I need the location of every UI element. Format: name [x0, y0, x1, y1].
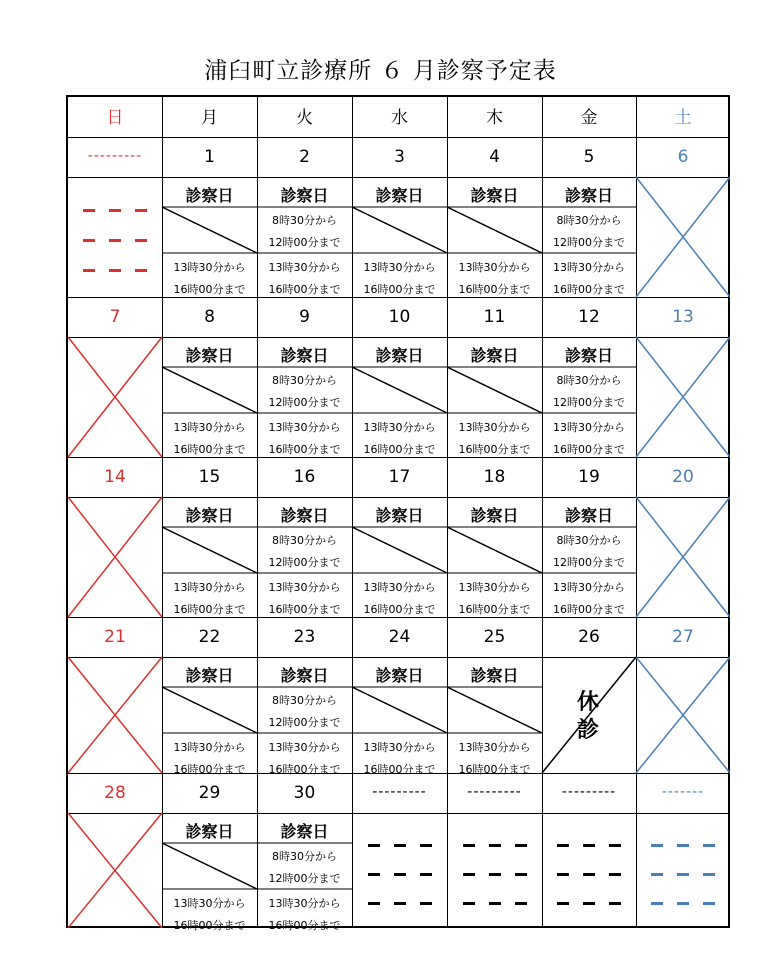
dash-mark	[420, 844, 432, 847]
dash-mark	[651, 873, 663, 876]
pm-from-text: 13時30分から	[363, 261, 436, 274]
date-number: 16	[293, 467, 316, 487]
dash-mark	[651, 844, 663, 847]
dash-mark	[135, 269, 147, 272]
dash-marks	[542, 873, 636, 876]
pm-to-text: 16時00分まで	[458, 283, 531, 296]
dash-marks	[352, 902, 447, 905]
pm-to-text: 16時00分まで	[268, 763, 341, 776]
dash-mark	[515, 902, 527, 905]
pm-to-text: 16時00分まで	[173, 443, 246, 456]
pm-from-text: 13時30分から	[363, 741, 436, 754]
date-number: -------	[661, 784, 705, 800]
dash-mark	[463, 844, 475, 847]
am-to-text: 12時00分まで	[553, 556, 625, 569]
weekday-header: 月	[201, 108, 218, 128]
pm-to-text: 16時00分まで	[363, 603, 436, 616]
dash-mark	[109, 239, 121, 242]
clinic-day-label: 診察日	[470, 346, 519, 365]
am-from-text: 8時30分から	[556, 534, 622, 547]
no-morning-slash	[447, 527, 542, 573]
clinic-day-label: 診察日	[280, 506, 329, 525]
dash-mark	[420, 873, 432, 876]
pm-from-text: 13時30分から	[268, 581, 341, 594]
pm-from-text: 13時30分から	[268, 897, 341, 910]
am-from-text: 8時30分から	[556, 374, 622, 387]
pm-to-text: 16時00分まで	[458, 603, 531, 616]
clinic-day-label: 診察日	[564, 186, 613, 205]
closed-label: 診	[577, 718, 600, 743]
dash-mark	[420, 902, 432, 905]
am-to-text: 12時00分まで	[553, 396, 625, 409]
am-from-text: 8時30分から	[556, 214, 622, 227]
pm-from-text: 13時30分から	[173, 421, 246, 434]
dash-mark	[489, 873, 501, 876]
pm-to-text: 16時00分まで	[458, 763, 531, 776]
dash-mark	[677, 873, 689, 876]
dash-marks	[447, 844, 542, 847]
dash-mark	[583, 902, 595, 905]
no-morning-slash	[352, 527, 447, 573]
dash-mark	[489, 844, 501, 847]
dash-mark	[515, 844, 527, 847]
clinic-day-label: 診察日	[280, 822, 329, 841]
clinic-day-label: 診察日	[280, 346, 329, 365]
date-number: 22	[198, 627, 221, 647]
clinic-day-label: 診察日	[375, 346, 424, 365]
dash-mark	[135, 209, 147, 212]
pm-from-text: 13時30分から	[458, 741, 531, 754]
clinic-day-label: 診察日	[375, 506, 424, 525]
date-number: 26	[578, 627, 600, 647]
page-title: 浦臼町立診療所 ６ 月診察予定表	[204, 58, 557, 84]
dash-mark	[677, 844, 689, 847]
pm-from-text: 13時30分から	[553, 261, 625, 274]
pm-from-text: 13時30分から	[173, 897, 246, 910]
no-morning-slash	[352, 207, 447, 253]
dash-mark	[651, 902, 663, 905]
dash-mark	[609, 844, 621, 847]
dash-mark	[677, 902, 689, 905]
date-number: 21	[104, 627, 126, 647]
date-number: 6	[677, 147, 689, 167]
dash-mark	[394, 844, 406, 847]
dash-marks	[447, 873, 542, 876]
pm-from-text: 13時30分から	[458, 261, 531, 274]
pm-from-text: 13時30分から	[553, 581, 625, 594]
dash-marks	[542, 902, 636, 905]
dash-mark	[557, 844, 569, 847]
dash-mark	[83, 269, 95, 272]
date-number: 29	[198, 783, 221, 803]
pm-to-text: 16時00分まで	[268, 919, 341, 932]
no-morning-slash	[162, 527, 257, 573]
dash-mark	[368, 844, 380, 847]
dash-mark	[703, 844, 715, 847]
dash-mark	[109, 209, 121, 212]
pm-from-text: 13時30分から	[268, 421, 341, 434]
dash-mark	[463, 902, 475, 905]
dash-marks	[68, 209, 162, 212]
am-from-text: 8時30分から	[272, 694, 337, 707]
dash-mark	[368, 902, 380, 905]
pm-to-text: 16時00分まで	[173, 763, 246, 776]
date-number: 1	[204, 147, 215, 167]
pm-from-text: 13時30分から	[363, 421, 436, 434]
pm-to-text: 16時00分まで	[268, 603, 341, 616]
weekday-header: 金	[580, 108, 598, 128]
clinic-day-label: 診察日	[470, 506, 519, 525]
dash-mark	[609, 902, 621, 905]
clinic-day-label: 診察日	[185, 346, 234, 365]
dash-mark	[583, 844, 595, 847]
date-number: 2	[299, 147, 310, 167]
no-morning-slash	[162, 687, 257, 733]
dash-mark	[489, 902, 501, 905]
am-to-text: 12時00分まで	[268, 556, 341, 569]
no-morning-slash	[162, 207, 257, 253]
weekday-header: 木	[486, 108, 503, 128]
date-number: 14	[104, 467, 126, 487]
dash-mark	[703, 873, 715, 876]
pm-from-text: 13時30分から	[173, 261, 246, 274]
pm-to-text: 16時00分まで	[553, 603, 625, 616]
date-number: 28	[104, 783, 126, 803]
am-from-text: 8時30分から	[272, 214, 337, 227]
am-from-text: 8時30分から	[272, 374, 337, 387]
clinic-day-label: 診察日	[280, 666, 329, 685]
am-to-text: 12時00分まで	[268, 236, 341, 249]
dash-marks	[636, 902, 730, 905]
dash-marks	[542, 844, 636, 847]
clinic-day-label: 診察日	[470, 666, 519, 685]
no-morning-slash	[162, 843, 257, 889]
dash-mark	[703, 902, 715, 905]
date-number: 3	[394, 147, 405, 167]
date-number: 13	[672, 307, 694, 327]
no-morning-slash	[162, 367, 257, 413]
date-number: 20	[672, 467, 694, 487]
date-number: 12	[578, 307, 600, 327]
closed-label: 休	[577, 690, 600, 715]
am-to-text: 12時00分まで	[268, 396, 341, 409]
dash-mark	[463, 873, 475, 876]
dash-mark	[83, 209, 95, 212]
dash-mark	[557, 902, 569, 905]
clinic-day-label: 診察日	[564, 506, 613, 525]
weekday-header: 水	[391, 108, 408, 128]
pm-from-text: 13時30分から	[458, 581, 531, 594]
am-to-text: 12時00分まで	[268, 872, 341, 885]
no-morning-slash	[352, 687, 447, 733]
pm-from-text: 13時30分から	[268, 261, 341, 274]
clinic-day-label: 診察日	[375, 186, 424, 205]
am-from-text: 8時30分から	[272, 850, 337, 863]
pm-to-text: 16時00分まで	[363, 443, 436, 456]
no-morning-slash	[447, 207, 542, 253]
pm-from-text: 13時30分から	[173, 581, 246, 594]
dash-marks	[68, 239, 162, 242]
date-number: ---------	[467, 784, 522, 800]
date-number: 15	[198, 467, 221, 487]
dash-mark	[583, 873, 595, 876]
pm-from-text: 13時30分から	[458, 421, 531, 434]
dash-marks	[447, 902, 542, 905]
date-number: 10	[388, 307, 411, 327]
dash-mark	[135, 239, 147, 242]
date-number: 24	[388, 627, 411, 647]
pm-from-text: 13時30分から	[173, 741, 246, 754]
pm-from-text: 13時30分から	[553, 421, 625, 434]
dash-mark	[109, 269, 121, 272]
date-number: ---------	[372, 784, 427, 800]
clinic-day-label: 診察日	[185, 666, 234, 685]
clinic-day-label: 診察日	[185, 186, 234, 205]
date-number: 19	[578, 467, 600, 487]
date-number: 4	[489, 147, 500, 167]
clinic-day-label: 診察日	[185, 506, 234, 525]
dash-mark	[515, 873, 527, 876]
date-number: 23	[293, 627, 316, 647]
pm-to-text: 16時00分まで	[268, 283, 341, 296]
pm-to-text: 16時00分まで	[553, 443, 625, 456]
dash-mark	[83, 239, 95, 242]
dash-mark	[394, 902, 406, 905]
no-morning-slash	[447, 367, 542, 413]
dash-marks	[352, 844, 447, 847]
pm-to-text: 16時00分まで	[363, 763, 436, 776]
clinic-day-label: 診察日	[185, 822, 234, 841]
no-morning-slash	[352, 367, 447, 413]
date-number: ---------	[87, 148, 143, 164]
pm-to-text: 16時00分まで	[363, 283, 436, 296]
pm-to-text: 16時00分まで	[173, 603, 246, 616]
pm-to-text: 16時00分まで	[458, 443, 531, 456]
dash-marks	[636, 873, 730, 876]
no-morning-slash	[447, 687, 542, 733]
clinic-day-label: 診察日	[375, 666, 424, 685]
am-to-text: 12時00分まで	[553, 236, 625, 249]
date-number: 27	[672, 627, 694, 647]
schedule-table	[66, 95, 730, 932]
pm-from-text: 13時30分から	[363, 581, 436, 594]
pm-to-text: 16時00分まで	[268, 443, 341, 456]
dash-marks	[68, 269, 162, 272]
date-number: 30	[293, 783, 316, 803]
pm-to-text: 16時00分まで	[553, 283, 625, 296]
pm-to-text: 16時00分まで	[173, 919, 246, 932]
dash-marks	[636, 844, 730, 847]
date-number: 9	[299, 307, 310, 327]
weekday-header: 火	[296, 108, 313, 128]
weekday-header: 日	[106, 108, 124, 128]
clinic-day-label: 診察日	[564, 346, 613, 365]
dash-mark	[609, 873, 621, 876]
am-from-text: 8時30分から	[272, 534, 337, 547]
clinic-day-label: 診察日	[280, 186, 329, 205]
date-number: ---------	[561, 784, 617, 800]
dash-marks	[352, 873, 447, 876]
clinic-day-label: 診察日	[470, 186, 519, 205]
date-number: 11	[483, 307, 506, 327]
date-number: 25	[483, 627, 506, 647]
date-number: 17	[388, 467, 411, 487]
dash-mark	[368, 873, 380, 876]
dash-mark	[394, 873, 406, 876]
date-number: 7	[109, 307, 121, 327]
am-to-text: 12時00分まで	[268, 716, 341, 729]
dash-mark	[557, 873, 569, 876]
pm-to-text: 16時00分まで	[173, 283, 246, 296]
date-number: 8	[204, 307, 215, 327]
weekday-header: 土	[674, 108, 692, 128]
date-number: 5	[583, 147, 595, 167]
pm-from-text: 13時30分から	[268, 741, 341, 754]
date-number: 18	[483, 467, 506, 487]
